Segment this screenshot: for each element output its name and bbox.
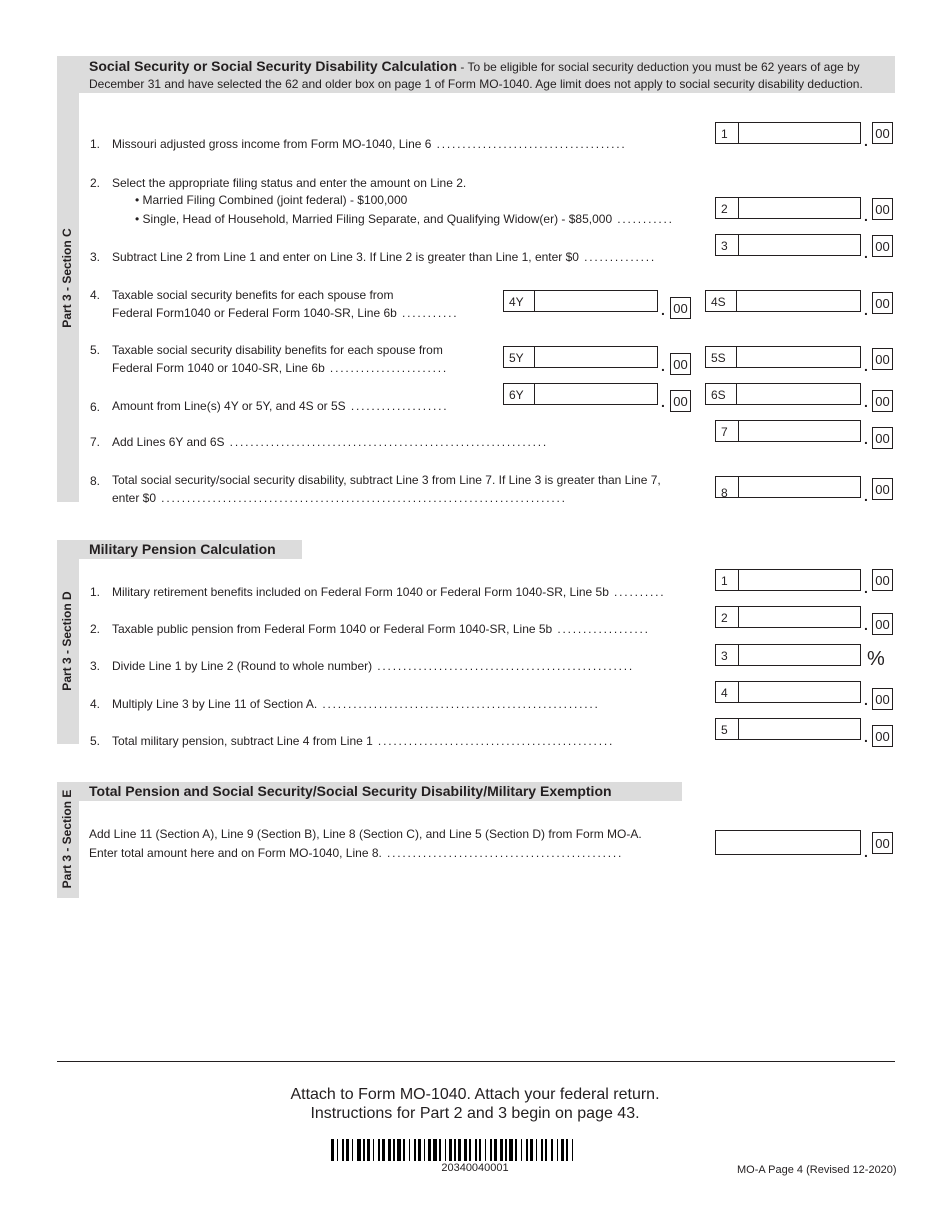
c-line8-cents[interactable]: 00 <box>872 478 893 500</box>
barcode-bar <box>475 1139 477 1161</box>
barcode-bar <box>397 1139 400 1161</box>
section-c-intro <box>89 58 895 76</box>
barcode-bar <box>521 1139 523 1161</box>
c-line4s-box-label: 4S <box>711 295 726 309</box>
c-line3-text: Subtract Line 2 from Line 1 and enter on Line 3. If Line 2 is greater than Line 1, enter $0 .............. <box>112 250 656 264</box>
section-e-label: Part 3 - Section E <box>60 789 74 889</box>
c-line5s-cents[interactable]: 00 <box>872 348 893 370</box>
c-line7-text: Add Lines 6Y and 6S .............................................................. <box>112 435 548 449</box>
attach-line-2: Instructions for Part 2 and 3 begin on page 43. <box>310 1105 640 1122</box>
c-line5-text1: Taxable social security disability benefits for each spouse from <box>112 343 443 357</box>
d-line2-cents[interactable]: 00 <box>872 613 893 635</box>
c-line8-box-label: 8 <box>721 486 728 500</box>
barcode-bar <box>485 1139 487 1161</box>
barcode-bar <box>388 1139 391 1161</box>
attach-line-1: Attach to Form MO-1040. Attach your federal return. <box>290 1086 660 1103</box>
c-line1-input[interactable] <box>715 122 861 144</box>
d-line3-text: Divide Line 1 by Line 2 (Round to whole number) .................................................. <box>112 659 634 673</box>
barcode-bar <box>490 1139 492 1161</box>
d-line2-label: Taxable public pension from Federal Form 1040 or Federal Form 1040-SR, Line 5b <box>112 622 553 636</box>
c-line8-label: enter $0 <box>112 491 157 505</box>
d-line2-num: 2. <box>90 622 101 636</box>
d-line4-cents[interactable]: 00 <box>872 688 893 710</box>
d-line4-num: 4. <box>90 697 101 711</box>
c-line1-text: Missouri adjusted gross income from Form MO-1040, Line 6 ..................................... <box>112 137 627 151</box>
d-line1-label: Military retirement benefits included on Federal Form 1040 or Federal Form 1040-SR, Line 5b <box>112 585 609 599</box>
c-line6-text: Amount from Line(s) 4Y or 5Y, and 4S or 5S ................... <box>112 399 449 413</box>
c-line2-num: 2. <box>90 176 101 190</box>
c-line5-text2: Federal Form 1040 or 1040-SR, Line 6b ....................... <box>112 361 449 375</box>
section-d-title: Military Pension Calculation <box>89 541 276 557</box>
c-line4-num: 4. <box>90 288 101 302</box>
barcode-bar <box>373 1139 375 1161</box>
barcode-bar <box>494 1139 497 1161</box>
barcode-bar <box>439 1139 441 1161</box>
section-d-label: Part 3 - Section D <box>60 591 74 691</box>
d-line3-label: Divide Line 1 by Line 2 (Round to whole number) <box>112 659 373 673</box>
c-line3-cents[interactable]: 00 <box>872 235 893 257</box>
d-line4-input[interactable] <box>715 681 861 703</box>
section-c-intro-2: December 31 and have selected the 62 and older box on page 1 of Form MO-1040. Age limit does not apply to social security disability deduction. <box>89 77 863 91</box>
c-line4s-cents[interactable]: 00 <box>872 292 893 314</box>
barcode-bar <box>464 1139 467 1161</box>
c-line2-cents[interactable]: 00 <box>872 198 893 220</box>
c-line1-cents[interactable]: 00 <box>872 122 893 144</box>
c-line4s-input[interactable] <box>705 290 861 312</box>
barcode-bar <box>367 1139 370 1161</box>
d-line5-label: Total military pension, subtract Line 4 from Line 1 <box>112 734 373 748</box>
section-e-text2-label: Enter total amount here and on Form MO-1040, Line 8. <box>89 846 382 860</box>
c-line6y-input[interactable] <box>503 383 658 405</box>
e-total-cents[interactable]: 00 <box>872 832 893 854</box>
barcode-bar <box>433 1139 436 1161</box>
barcode-bar <box>342 1139 344 1161</box>
d-line5-cents[interactable]: 00 <box>872 725 893 747</box>
c-line5-label: Federal Form 1040 or 1040-SR, Line 6b <box>112 361 325 375</box>
c-line3-num: 3. <box>90 250 101 264</box>
d-line2-box-label: 2 <box>721 611 728 625</box>
section-e-text1: Add Line 11 (Section A), Line 9 (Section B), Line 8 (Section C), and Line 5 (Section D) from Form MO-A. <box>89 827 642 841</box>
d-line2-text: Taxable public pension from Federal Form 1040 or Federal Form 1040-SR, Line 5b .................. <box>112 622 650 636</box>
c-line5y-box-label: 5Y <box>509 351 524 365</box>
c-line6s-box-label: 6S <box>711 388 726 402</box>
c-line7-label: Add Lines 6Y and 6S <box>112 435 225 449</box>
barcode-bar <box>458 1139 461 1161</box>
page-label: MO-A Page 4 (Revised 12-2020) <box>737 1164 897 1176</box>
c-line8-input[interactable] <box>715 476 861 498</box>
c-line2-text: Select the appropriate filing status and enter the amount on Line 2. <box>112 176 467 190</box>
c-line2-box-label: 2 <box>721 202 728 216</box>
d-line4-text: Multiply Line 3 by Line 11 of Section A. ...................................................... <box>112 697 600 711</box>
barcode-bar <box>331 1139 334 1161</box>
d-line1-input[interactable] <box>715 569 861 591</box>
barcode-bar <box>551 1139 553 1161</box>
barcode <box>331 1139 618 1161</box>
barcode-bar <box>469 1139 471 1161</box>
d-line1-cents[interactable]: 00 <box>872 569 893 591</box>
c-line6y-cents[interactable]: 00 <box>670 390 691 412</box>
footer-divider <box>57 1061 895 1062</box>
c-line6-label: Amount from Line(s) 4Y or 5Y, and 4S or 5S <box>112 399 346 413</box>
barcode-bar <box>557 1139 559 1161</box>
d-line2-input[interactable] <box>715 606 861 628</box>
c-line2-bullet1: • Married Filing Combined (joint federal) - $100,000 <box>135 193 408 207</box>
c-line6s-input[interactable] <box>705 383 861 405</box>
d-line4-label: Multiply Line 3 by Line 11 of Section A. <box>112 697 318 711</box>
barcode-bar <box>454 1139 456 1161</box>
barcode-bar <box>393 1139 395 1161</box>
barcode-bar <box>572 1139 574 1161</box>
d-line4-box-label: 4 <box>721 686 728 700</box>
c-line6s-cents[interactable]: 00 <box>872 390 893 412</box>
barcode-bar <box>337 1139 339 1161</box>
barcode-bar <box>378 1139 380 1161</box>
c-line7-num: 7. <box>90 435 101 449</box>
barcode-bar <box>530 1139 533 1161</box>
c-line6-num: 6. <box>90 400 101 414</box>
barcode-number: 20340040001 <box>441 1162 509 1174</box>
c-line2-bullet2: • Single, Head of Household, Married Filing Separate, and Qualifying Widow(er) - $85,000 ........... <box>135 212 674 226</box>
c-line8-text2: enter $0 ............................................................................... <box>112 491 567 505</box>
c-line3-input[interactable] <box>715 234 861 256</box>
c-line7-input[interactable] <box>715 420 861 442</box>
d-line5-box-label: 5 <box>721 723 728 737</box>
d-line3-input[interactable] <box>715 644 861 666</box>
c-line4y-cents[interactable]: 00 <box>670 297 691 319</box>
e-total-input[interactable] <box>715 830 861 855</box>
c-line5s-input[interactable] <box>705 346 861 368</box>
c-line4y-box-label: 4Y <box>509 295 524 309</box>
c-line5-num: 5. <box>90 343 101 357</box>
d-line3-box-label: 3 <box>721 649 728 663</box>
barcode-bar <box>363 1139 365 1161</box>
c-line8-text1: Total social security/social security disability, subtract Line 3 from Line 7. If Line 3 is greater than Line 7, <box>112 473 661 487</box>
c-line2-input[interactable] <box>715 197 861 219</box>
barcode-bar <box>357 1139 360 1161</box>
barcode-bar <box>409 1139 411 1161</box>
c-line7-cents[interactable]: 00 <box>872 427 893 449</box>
d-line5-num: 5. <box>90 734 101 748</box>
d-line3-percent: % <box>867 648 885 670</box>
c-line5y-input[interactable] <box>503 346 658 368</box>
barcode-bar <box>526 1139 528 1161</box>
c-line1-box-label: 1 <box>721 127 728 141</box>
barcode-bar <box>382 1139 385 1161</box>
section-c-title: Social Security or Social Security Disability Calculation <box>89 58 458 74</box>
barcode-bar <box>346 1139 349 1161</box>
c-line7-box-label: 7 <box>721 425 728 439</box>
d-line1-num: 1. <box>90 585 101 599</box>
barcode-bar <box>500 1139 503 1161</box>
section-e-text2: Enter total amount here and on Form MO-1040, Line 8. .............................................. <box>89 846 624 860</box>
barcode-bar <box>505 1139 507 1161</box>
barcode-bar <box>403 1139 405 1161</box>
barcode-bar <box>541 1139 543 1161</box>
section-c-label: Part 3 - Section C <box>60 228 74 328</box>
barcode-bar <box>566 1139 568 1161</box>
c-line4-text1: Taxable social security benefits for each spouse from <box>112 288 394 302</box>
barcode-bar <box>545 1139 547 1161</box>
c-line5s-box-label: 5S <box>711 351 726 365</box>
c-line4y-input[interactable] <box>503 290 658 312</box>
barcode-bar <box>428 1139 431 1161</box>
barcode-bar <box>479 1139 481 1161</box>
c-line2-bullet2-label: • Single, Head of Household, Married Filing Separate, and Qualifying Widow(er) - $85,000 <box>135 212 613 226</box>
barcode-bar <box>418 1139 421 1161</box>
section-e-title: Total Pension and Social Security/Social Security Disability/Military Exemption <box>89 783 612 799</box>
d-line1-box-label: 1 <box>721 574 728 588</box>
c-line8-num: 8. <box>90 474 101 488</box>
barcode-bar <box>449 1139 452 1161</box>
section-c-intro-1: - To be eligible for social security deduction you must be 62 years of age by <box>457 60 860 74</box>
d-line3-num: 3. <box>90 659 101 673</box>
d-line5-text: Total military pension, subtract Line 4 from Line 1 .............................................. <box>112 734 615 748</box>
c-line5y-cents[interactable]: 00 <box>670 353 691 375</box>
barcode-bar <box>352 1139 354 1161</box>
c-line4-label: Federal Form1040 or Federal Form 1040-SR, Line 6b <box>112 306 397 320</box>
barcode-bar <box>536 1139 538 1161</box>
c-line1-num: 1. <box>90 137 101 151</box>
c-line4-text2: Federal Form1040 or Federal Form 1040-SR, Line 6b ........... <box>112 306 459 320</box>
barcode-bar <box>509 1139 512 1161</box>
c-line3-label: Subtract Line 2 from Line 1 and enter on Line 3. If Line 2 is greater than Line 1, enter $0 <box>112 250 579 264</box>
c-line6y-box-label: 6Y <box>509 388 524 402</box>
c-line3-box-label: 3 <box>721 239 728 253</box>
d-line1-text: Military retirement benefits included on Federal Form 1040 or Federal Form 1040-SR, Line 5b .......... <box>112 585 666 599</box>
barcode-bar <box>424 1139 426 1161</box>
barcode-bar <box>414 1139 416 1161</box>
barcode-bar <box>515 1139 517 1161</box>
barcode-bar <box>445 1139 447 1161</box>
c-line1-label: Missouri adjusted gross income from Form MO-1040, Line 6 <box>112 137 432 151</box>
d-line5-input[interactable] <box>715 718 861 740</box>
barcode-bar <box>561 1139 564 1161</box>
